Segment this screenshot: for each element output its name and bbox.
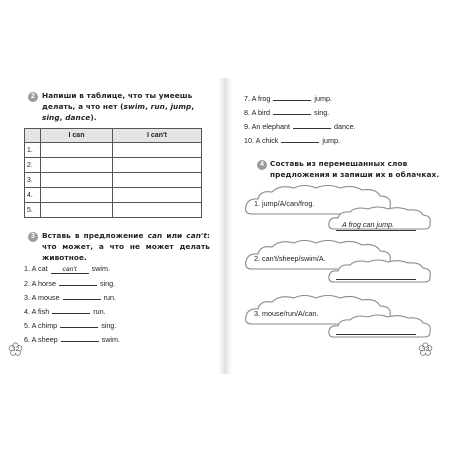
scrambled-words-1: 1. jump/A/can/frog. bbox=[254, 199, 315, 208]
sentence-item: 8. A bird sing. bbox=[244, 108, 330, 117]
sentence-item: 5. A chimp sing. bbox=[24, 321, 117, 330]
table-row: 3. bbox=[25, 173, 202, 188]
can-cant-table bbox=[24, 128, 202, 218]
answer-blank[interactable] bbox=[52, 306, 90, 314]
task-2-instruction: Напиши в таблице, что ты умеешь делать, а что нет (swim, run, jump, sing, dance). bbox=[42, 91, 195, 122]
answer-blank[interactable] bbox=[281, 135, 319, 143]
table-row: 5. bbox=[25, 203, 202, 218]
sentence-item: 4. A fish run. bbox=[24, 307, 106, 316]
task-3-instruction: Вставь в предложение can или can't: что может, а что не может делать животное. bbox=[42, 231, 210, 262]
i-cant-cell[interactable] bbox=[113, 158, 202, 173]
sentence-item: 6. A sheep swim. bbox=[24, 335, 120, 344]
i-can-cell[interactable] bbox=[41, 188, 113, 203]
i-cant-cell[interactable] bbox=[113, 188, 202, 203]
i-can-cell[interactable] bbox=[41, 143, 113, 158]
scrambled-words-2: 2. can't/sheep/swim/A. bbox=[254, 254, 326, 263]
answer-blank[interactable] bbox=[63, 292, 101, 300]
table-row: 4. bbox=[25, 188, 202, 203]
answer-blank[interactable] bbox=[273, 107, 311, 115]
page-number-left: 32 bbox=[8, 342, 23, 357]
answer-cloud-2 bbox=[328, 259, 432, 285]
answer-blank[interactable] bbox=[60, 320, 98, 328]
page-gutter bbox=[218, 78, 232, 374]
answer-blank[interactable] bbox=[59, 278, 97, 286]
answer-blank[interactable] bbox=[61, 334, 99, 342]
sentence-item: 9. An elephant dance. bbox=[244, 122, 356, 131]
sentence-item: 7. A frog jump. bbox=[244, 94, 332, 103]
i-can-cell[interactable] bbox=[41, 158, 113, 173]
i-cant-cell[interactable] bbox=[113, 173, 202, 188]
answer-blank[interactable] bbox=[293, 121, 331, 129]
answer-text-1[interactable]: A frog can jump. bbox=[342, 220, 395, 229]
page-number-right: 33 bbox=[418, 342, 433, 357]
answer-line[interactable] bbox=[336, 334, 416, 335]
header-i-can: I can bbox=[41, 129, 113, 143]
right-page bbox=[232, 78, 450, 374]
i-cant-cell[interactable] bbox=[113, 203, 202, 218]
answer-line bbox=[336, 230, 416, 231]
task-number-badge: 4 bbox=[257, 160, 267, 170]
left-page bbox=[0, 78, 218, 374]
sentence-item: 2. A horse sing. bbox=[24, 279, 116, 288]
table-row: 1. bbox=[25, 143, 202, 158]
sentence-item: 10. A chick jump. bbox=[244, 136, 340, 145]
i-cant-cell[interactable] bbox=[113, 143, 202, 158]
task-number-badge: 3 bbox=[28, 232, 38, 242]
header-i-cant: I can't bbox=[113, 129, 202, 143]
task-number-badge: 2 bbox=[28, 92, 38, 102]
i-can-cell[interactable] bbox=[41, 173, 113, 188]
answer-line[interactable] bbox=[336, 279, 416, 280]
task-4-instruction: Составь из перемешанных слов предложения и запиши их в облачках. bbox=[270, 159, 440, 179]
answer-cloud-3 bbox=[328, 314, 432, 340]
sentence-item: 3. A mouse run. bbox=[24, 293, 116, 302]
sentence-item: 1. A cat can't swim. bbox=[24, 264, 110, 273]
table-row: 2. bbox=[25, 158, 202, 173]
answer-blank[interactable] bbox=[273, 93, 311, 101]
scrambled-words-3: 3. mouse/run/A/can. bbox=[254, 309, 319, 318]
answer-blank[interactable]: can't bbox=[51, 266, 89, 274]
i-can-cell[interactable] bbox=[41, 203, 113, 218]
